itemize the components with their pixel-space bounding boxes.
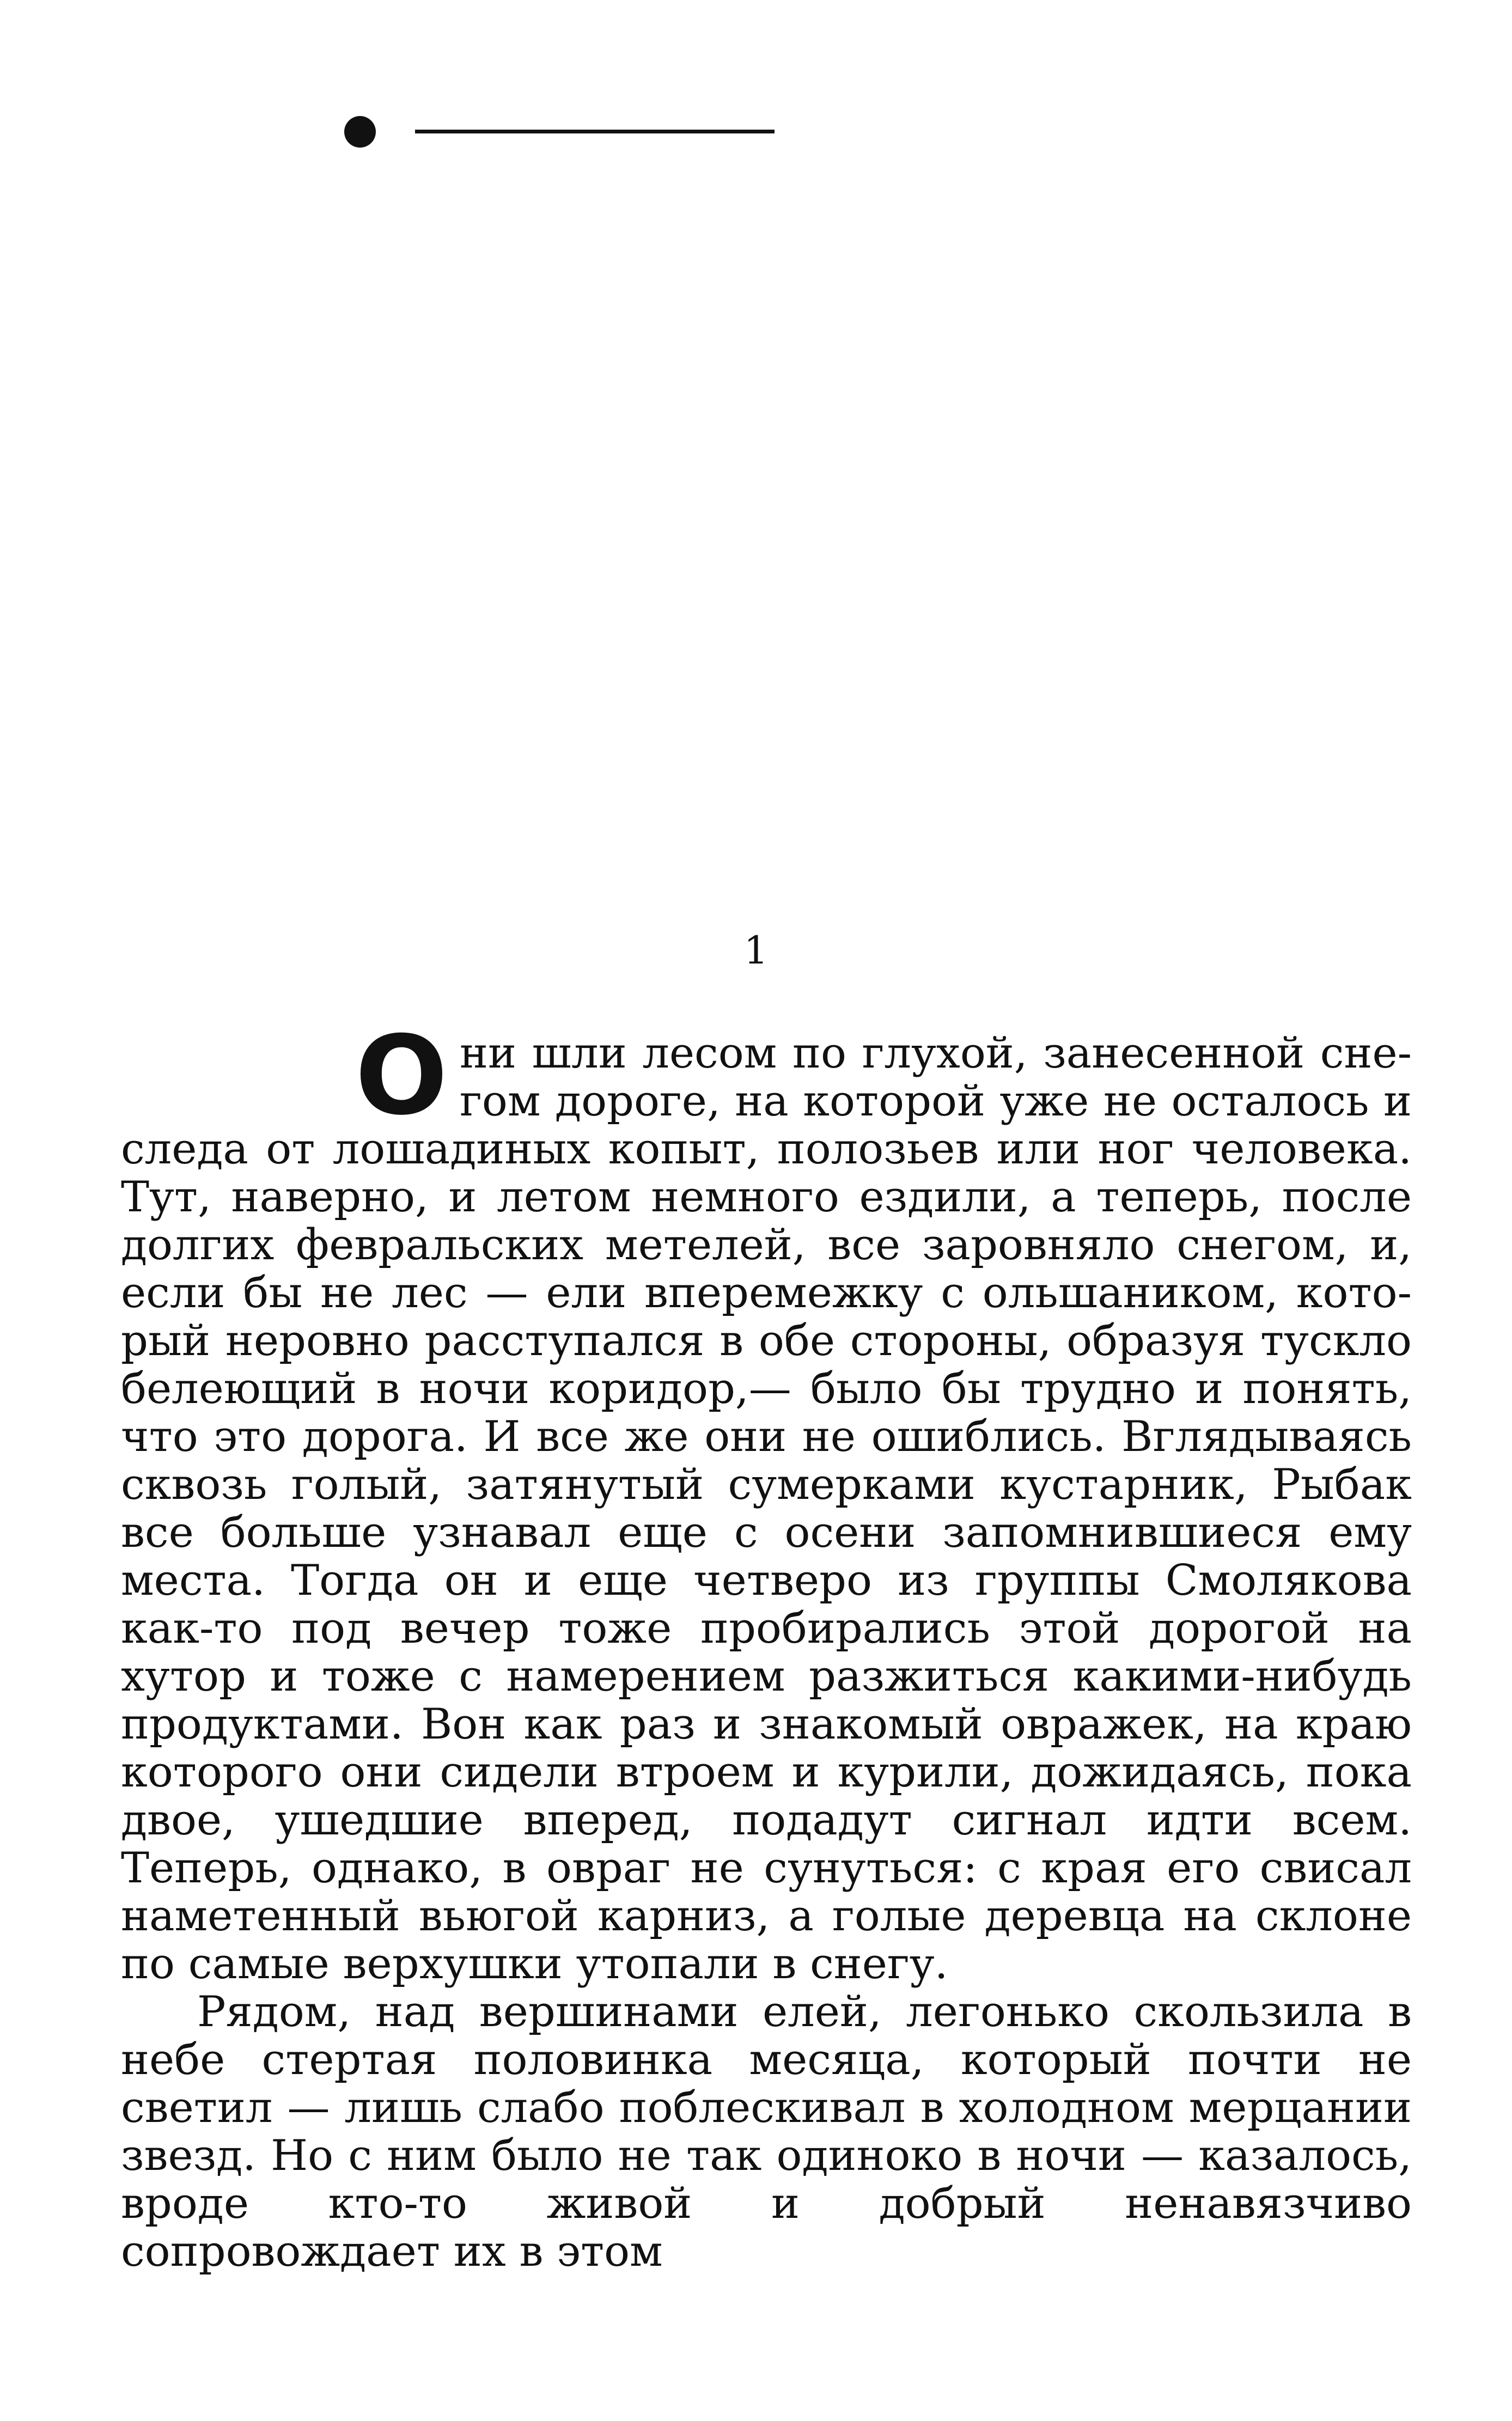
ornament-rule — [415, 130, 775, 133]
paragraph-1-text: ни шли лесом по глухой, занесенной снегом дороге, на которой уже не осталось и следа от лошадиных копыт, полозьев или ног человека. Тут, наверно, и летом немного ездили, а теперь, после долгих февральских метелей, все заровняло снегом, и, если бы не лес — ели вперемежку с ольшаником, который неровно расступался в обе стороны, образуя тускло белеющий в ночи коридор,— было бы трудно и понять, что это дорога. И все же они не ошиблись. Вглядываясь сквозь голый, затянутый сумерками кустарник, Рыбак все больше узнавал еще с осени запомнившиеся ему места. Тогда он и еще четверо из группы Смолякова как-то под вечер тоже пробирались этой дорогой на хутор и тоже с намерением разжиться какими-нибудь продуктами. Вон как раз и знакомый овражек, на краю которого они сидели втроем и курили, дожидаясь, пока двое, ушедшие вперед, подадут сигнал идти всем. Теперь, однако, в овраг не сунуться: с края его свисал наметенный вьюгой карниз, а голые деревца на склоне по самые верхушки утопали в снегу. — [121, 1029, 1412, 1989]
paragraph-2 — [121, 1988, 1412, 2276]
body-text — [121, 1013, 1412, 2276]
paragraph-1 — [121, 1013, 1412, 1989]
ornament-dot — [344, 116, 376, 148]
chapter-number: 1 — [743, 928, 769, 973]
drop-cap: О — [355, 1013, 448, 1139]
paragraph-2-text: Рядом, над вершинами елей, легонько скользила в небе стертая половинка месяца, который почти не светил — лишь слабо поблескивал в холодном мерцании звезд. Но с ним было не так одиноко в ночи — казалось, вроде кто-то живой и добрый ненавязчиво сопровождает их в этом — [121, 1987, 1412, 2276]
